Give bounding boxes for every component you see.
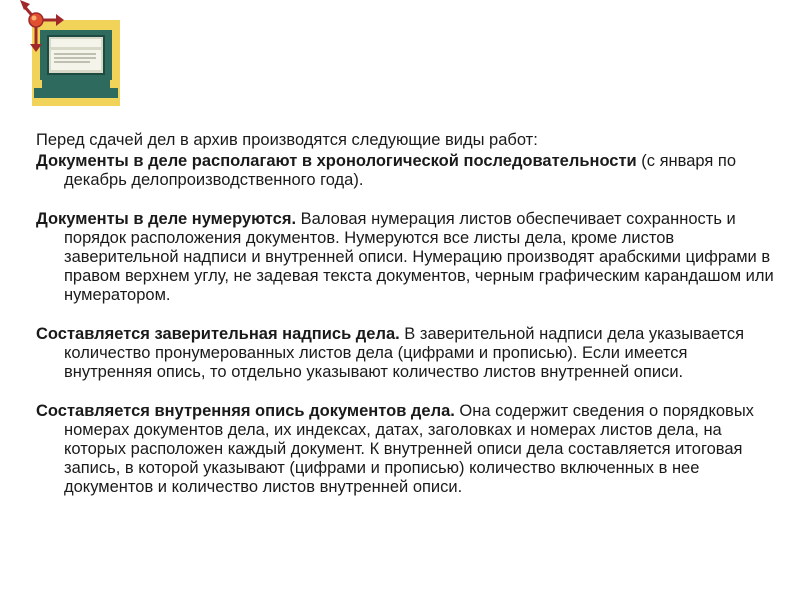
paragraph-body: Валовая нумерация листов обеспечивает сохранность и порядок расположения документов. Нумеруются все листы дела, кроме листов заверительной надписи и внутренней описи. Нумерацию производят арабскими цифрами в правом верхнем углу, не задевая текста документов, черным графическим карандашом или нумератором. (64, 210, 774, 304)
computer-monitor-icon (20, 0, 130, 112)
main-content (36, 130, 776, 517)
paragraph-heading: Составляется заверительная надпись дела. (36, 325, 400, 343)
paragraph-heading: Документы в деле нумеруются. (36, 210, 297, 228)
paragraph-body: (с января по декабрь делопроизводственного года). (64, 152, 737, 189)
paragraph-body: В заверительной надписи дела указывается количество пронумерованных листов дела (цифрами и прописью). Если имеется внутренняя опись, то отдельно указывают количество листов внутренней описи. (64, 325, 745, 381)
paragraph-body: Она содержит сведения о порядковых номерах документов дела, их индексах, датах, заголовках и номерах листов дела, на которых расположен каждый документ. К внутренней описи дела составляется итоговая запись, в которой указывают (цифрами и прописью) количество включенных в нее документов и количество листов внутренней описи. (64, 402, 754, 496)
paragraph-numbering (36, 210, 776, 305)
paragraph-certification (36, 325, 776, 382)
paragraph-chronology (36, 152, 776, 190)
intro-text: Перед сдачей дел в архив производятся следующие виды работ: (36, 131, 538, 149)
paragraph-heading: Документы в деле располагают в хронологической последовательности (36, 152, 637, 170)
paragraph-internal-inventory (36, 402, 776, 497)
paragraph-heading: Составляется внутренняя опись документов дела. (36, 402, 455, 420)
